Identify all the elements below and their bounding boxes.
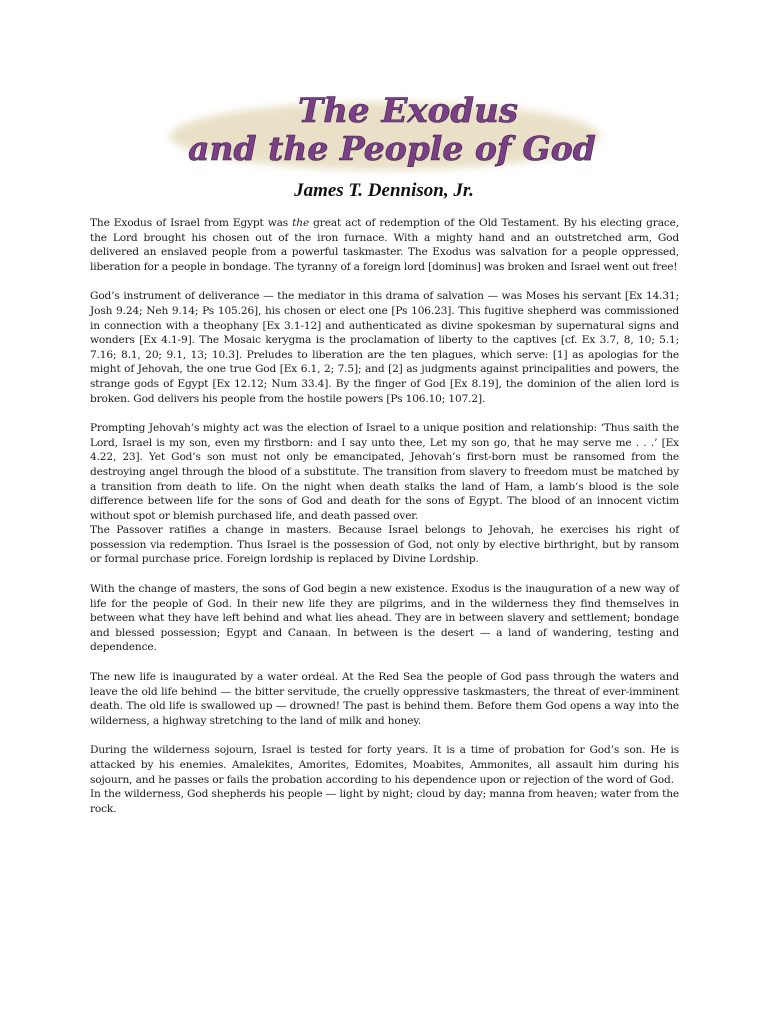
article-body [90, 216, 679, 831]
paragraph: In the wilderness, God shepherds his people — light by night; cloud by day; manna from heaven; water from the rock. [90, 788, 679, 815]
title-line-1: The Exodus [298, 91, 518, 131]
author-byline: James T. Dennison, Jr. [294, 180, 474, 201]
paragraph: God’s instrument of deliverance — the mediator in this drama of salvation — was Moses his servant [Ex 14.31; Josh 9.24; Neh 9.14; Ps 105.26], his chosen or elect one [Ps 106.23]. This fugitive shepherd was commissioned in connection with a theophany [Ex 3.1-12] and authenticated as divine spokesman by supernatural signs and wonders [Ex 4.1-9]. The Mosaic kerygma is the proclamation of liberty to the captives [cf. Ex 3.7, 8, 10; 5.1; 7.16; 8.1, 20; 9.1, 13; 10.3]. Preludes to liberation are the ten plagues, which serve: [1] as apologias for the might of Jehovah, the one true God [Ex 6.1, 2; 7.5]; and [2] as judgments against principalities and powers, the strange gods of Egypt [Ex 12.12; Num 33.4]. By the finger of God [Ex 8.19], the dominion of the alien lord is broken. God delivers his people from the hostile powers [Ps 106.10; 107.2]. [90, 290, 679, 405]
paragraph: With the change of masters, the sons of God begin a new existence. Exodus is the inauguration of a new way of life for the people of God. In their new life they are pilgrims, and in the wilderness they find themselves in between what they have left behind and what lies ahead. They are in between slavery and settlement; bondage and blessed possession; Egypt and Canaan. In between is the desert — a land of wandering, testing and dependence. [90, 583, 679, 654]
paragraph: Prompting Jehovah’s mighty act was the election of Israel to a unique position and relationship: ‘Thus saith the Lord, Israel is my son, even my firstborn: and I say unto thee, Let my son go, that he may serve me . . .’ [Ex 4.22, 23]. Yet God’s son must not only be emancipated, Jehovah’s first-born must be ransomed from the destroying angel through the blood of a substitute. The transition from slavery to freedom must be matched by a transition from death to life. On the night when death stalks the land of Ham, a lamb’s blood is the sole difference between life for the sons of God and death for the sons of Egypt. The blood of an innocent victim without spot or blemish purchased life, and death passed over. [90, 422, 679, 522]
title-banner [160, 82, 610, 178]
title-line-2: and the People of God [188, 129, 596, 168]
paragraph: During the wilderness sojourn, Israel is tested for forty years. It is a time of probation for God’s son. He is attacked by his enemies. Amalekites, Amorites, Edomites, Moabites, Ammonites, all assault him during his sojourn, and he passes or fails the probation according to his dependence upon or rejection of the word of God. [90, 744, 679, 786]
paragraph: The Exodus of Israel from Egypt was the great act of redemption of the Old Testament. By his electing grace, the Lord brought his chosen out of the iron furnace. With a mighty hand and an outstretched arm, God delivered an enslaved people from a powerful taskmaster. The Exodus was salvation for a people oppressed, liberation for a people in bondage. The tyranny of a foreign lord [dominus] was broken and Israel went out free! [90, 217, 679, 273]
paragraph: The Passover ratifies a change in masters. Because Israel belongs to Jehovah, he exercises his right of possession via redemption. Thus Israel is the possession of God, not only by elective birthright, but by ransom or formal purchase price. Foreign lordship is replaced by Divine Lordship. [90, 524, 679, 566]
paragraph: The new life is inaugurated by a water ordeal. At the Red Sea the people of God pass through the waters and leave the old life behind — the bitter servitude, the cruelly oppressive taskmasters, the threat of ever-imminent death. The old life is swallowed up — drowned! The past is behind them. Before them God opens a way into the wilderness, a highway stretching to the land of milk and honey. [90, 671, 679, 727]
